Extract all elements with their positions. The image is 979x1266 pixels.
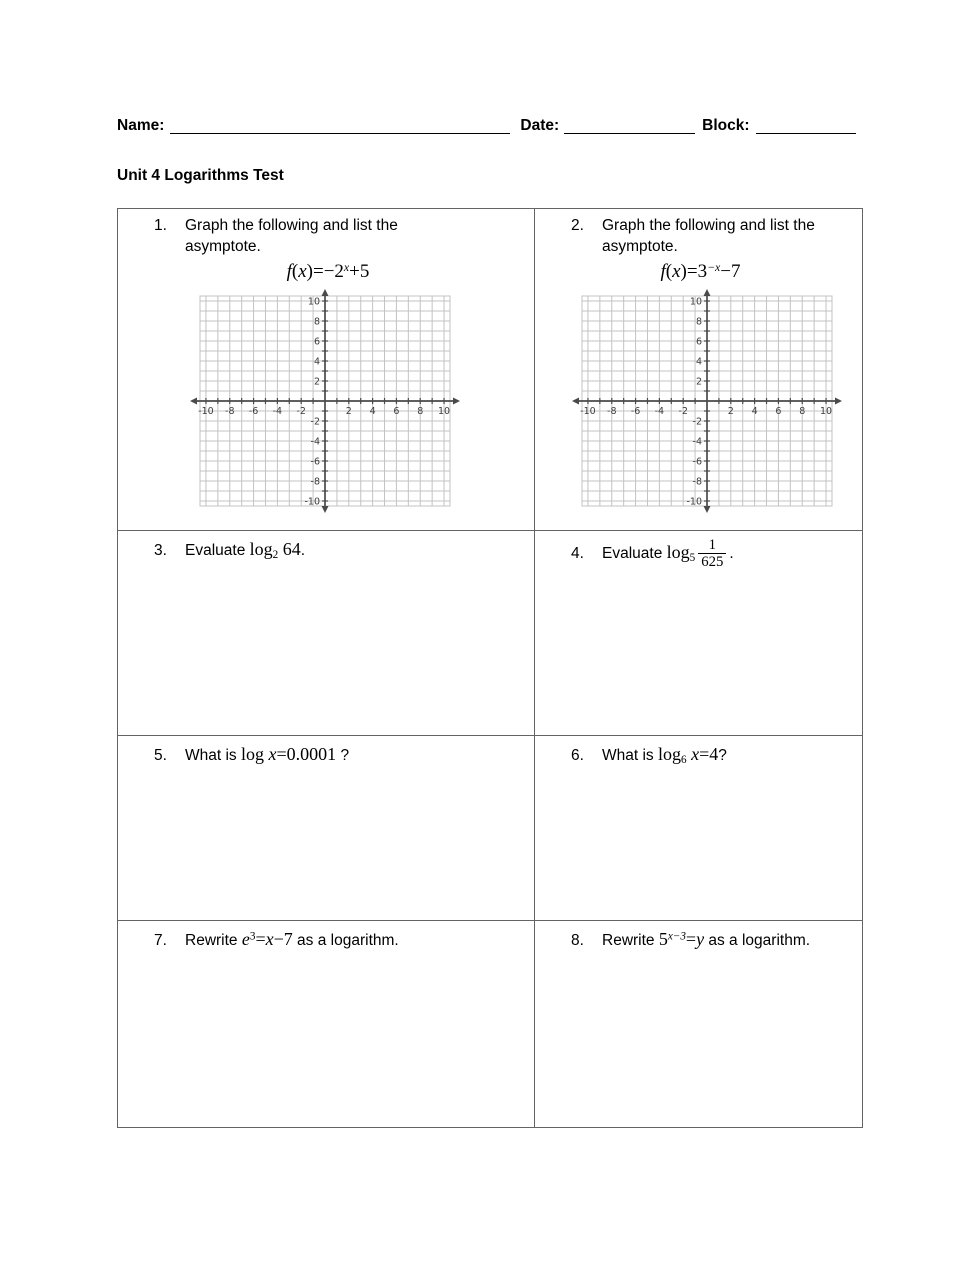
- fraction: [698, 537, 726, 570]
- text-run: as a logarithm.: [704, 931, 811, 949]
- problem-2: [571, 215, 854, 258]
- svg-text:-2: -2: [692, 416, 702, 428]
- name-label: Name:: [117, 117, 165, 134]
- math-run: [241, 744, 336, 764]
- svg-text:2: 2: [345, 405, 352, 417]
- problem-6-text: [602, 742, 854, 768]
- svg-text:10: 10: [820, 405, 833, 417]
- svg-text:-10: -10: [198, 405, 214, 417]
- svg-text:4: 4: [313, 356, 320, 368]
- svg-text:-8: -8: [607, 405, 617, 417]
- problem-4-number: 4.: [571, 544, 584, 562]
- math-token: x: [672, 260, 681, 282]
- math-sup: −x: [707, 260, 721, 274]
- math-token: x: [265, 928, 274, 949]
- svg-text:8: 8: [799, 405, 806, 417]
- problem-7: [154, 927, 526, 952]
- date-blank-line: [564, 118, 695, 134]
- problem-cell-3: [118, 530, 535, 735]
- svg-text:4: 4: [751, 405, 758, 417]
- math-token: )=3: [680, 260, 708, 282]
- svg-text:6: 6: [313, 336, 320, 348]
- problem-cell-8: [535, 920, 863, 1127]
- text-run: Evaluate: [185, 541, 250, 559]
- svg-text:4: 4: [369, 405, 376, 417]
- svg-text:6: 6: [393, 405, 400, 417]
- svg-text:2: 2: [727, 405, 734, 417]
- svg-text:-2: -2: [296, 405, 306, 417]
- name-date-block-line: [117, 117, 863, 135]
- problem-5-text: [185, 742, 526, 767]
- worksheet-title: Unit 4 Logarithms Test: [117, 167, 284, 184]
- math-sup: 3: [249, 930, 256, 943]
- math-sub: 5: [689, 551, 696, 564]
- svg-text:-4: -4: [272, 405, 283, 417]
- text-run: Rewrite: [185, 931, 242, 949]
- problem-cell-5: [118, 735, 535, 920]
- text-run: Graph the following and list the: [602, 217, 815, 234]
- problems-table: [117, 208, 863, 1128]
- text-run: Evaluate: [602, 544, 667, 562]
- text-run: What is: [602, 746, 658, 764]
- svg-text:-8: -8: [692, 476, 702, 488]
- svg-text:-8: -8: [225, 405, 235, 417]
- problem-cell-1: [118, 209, 535, 531]
- math-token: 5: [658, 928, 668, 949]
- math-sub: 2: [272, 548, 279, 561]
- fraction-numerator: 1: [708, 536, 716, 553]
- problem-cell-4: [535, 530, 863, 735]
- math-token: log: [249, 538, 273, 559]
- math-run: [658, 744, 718, 764]
- problem-8-text: [602, 927, 854, 952]
- math-token: −7: [720, 260, 741, 282]
- problem-4: [571, 537, 854, 570]
- text-run: ?: [718, 746, 727, 764]
- math-run: [666, 536, 730, 570]
- problem-1-formula: [154, 261, 526, 283]
- svg-text:-10: -10: [304, 496, 320, 508]
- math-run: [242, 929, 293, 949]
- coordinate-grid-svg: [189, 289, 461, 525]
- svg-text:-10: -10: [580, 405, 596, 417]
- problem-1-number: 1.: [154, 217, 167, 234]
- problem-4-text: [602, 537, 854, 570]
- svg-text:-6: -6: [692, 456, 702, 468]
- text-run: as a logarithm.: [292, 931, 399, 949]
- text-run: Graph the following and list the: [185, 217, 398, 234]
- text-run: asymptote.: [185, 238, 261, 256]
- problem-8: [571, 927, 854, 952]
- text-run: Rewrite: [602, 931, 659, 949]
- svg-text:-4: -4: [692, 436, 702, 448]
- svg-text:10: 10: [307, 296, 320, 308]
- problem-1-coordinate-grid: [154, 289, 496, 530]
- math-token: =0.0001: [276, 743, 337, 764]
- math-token: +5: [349, 260, 370, 282]
- svg-text:-2: -2: [310, 416, 320, 428]
- block-blank-line: [756, 118, 856, 134]
- svg-text:6: 6: [775, 405, 782, 417]
- problem-7-number: 7.: [154, 931, 167, 949]
- math-token: y: [696, 928, 705, 949]
- problem-2-formula: [571, 261, 854, 283]
- problem-3-number: 3.: [154, 541, 167, 559]
- math-token: f: [660, 260, 666, 282]
- problem-3: [154, 537, 526, 563]
- svg-text:2: 2: [313, 376, 320, 388]
- name-blank-line: [170, 118, 510, 134]
- svg-text:2: 2: [695, 376, 702, 388]
- math-token: e: [241, 928, 250, 949]
- problem-5: [154, 742, 526, 767]
- svg-text:8: 8: [313, 316, 320, 328]
- math-token: (: [665, 260, 673, 282]
- problem-cell-6: [535, 735, 863, 920]
- math-token: (: [291, 260, 299, 282]
- math-token: f: [286, 260, 292, 282]
- svg-text:-4: -4: [654, 405, 665, 417]
- math-token: =4: [699, 743, 719, 764]
- svg-text:10: 10: [689, 296, 702, 308]
- math-token: log: [240, 743, 269, 764]
- math-token: =: [685, 928, 697, 949]
- problem-8-number: 8.: [571, 931, 584, 949]
- problem-cell-7: [118, 920, 535, 1127]
- math-token: =: [255, 928, 266, 949]
- text-run: asymptote.: [602, 238, 678, 256]
- math-sub: 6: [681, 753, 687, 766]
- text-run: .: [729, 544, 734, 562]
- math-token: x: [691, 743, 700, 764]
- text-run: .: [300, 541, 306, 559]
- problem-1-text: [185, 215, 526, 258]
- svg-text:-10: -10: [686, 496, 702, 508]
- problem-5-number: 5.: [154, 746, 167, 764]
- problem-2-coordinate-grid: [571, 289, 833, 530]
- date-label: Date:: [520, 117, 560, 134]
- math-run: [250, 539, 301, 559]
- svg-text:-6: -6: [310, 456, 320, 468]
- math-token: −7: [273, 928, 293, 949]
- svg-text:4: 4: [695, 356, 702, 368]
- text-run: What is: [185, 746, 241, 764]
- problem-6-number: 6.: [571, 746, 584, 764]
- block-label: Block:: [702, 117, 750, 134]
- math-sup: x−3: [667, 930, 686, 943]
- svg-text:6: 6: [695, 336, 702, 348]
- coordinate-grid-svg: [571, 289, 843, 525]
- problem-2-text: [602, 215, 854, 258]
- math-token: 64: [278, 538, 301, 559]
- svg-text:-2: -2: [678, 405, 688, 417]
- text-run: ?: [336, 746, 350, 764]
- problem-6: [571, 742, 854, 768]
- svg-text:10: 10: [438, 405, 451, 417]
- problem-3-text: [185, 537, 526, 563]
- problem-cell-2: [535, 209, 863, 531]
- math-run: [659, 929, 704, 949]
- problem-2-number: 2.: [571, 217, 584, 234]
- math-token: )=−2: [306, 260, 344, 282]
- math-token: log: [666, 541, 690, 562]
- svg-text:8: 8: [417, 405, 424, 417]
- problem-7-text: [185, 927, 526, 952]
- math-token: x: [298, 260, 307, 282]
- math-token: x: [268, 743, 277, 764]
- svg-text:-6: -6: [248, 405, 259, 417]
- worksheet-page: [117, 117, 863, 1128]
- svg-text:-6: -6: [630, 405, 641, 417]
- svg-text:-8: -8: [310, 476, 320, 488]
- fraction-denominator: 625: [698, 553, 726, 570]
- math-sup: x: [343, 260, 350, 274]
- problem-1: [154, 215, 526, 258]
- svg-text:-4: -4: [310, 436, 320, 448]
- svg-text:8: 8: [695, 316, 702, 328]
- math-token: log: [657, 743, 681, 764]
